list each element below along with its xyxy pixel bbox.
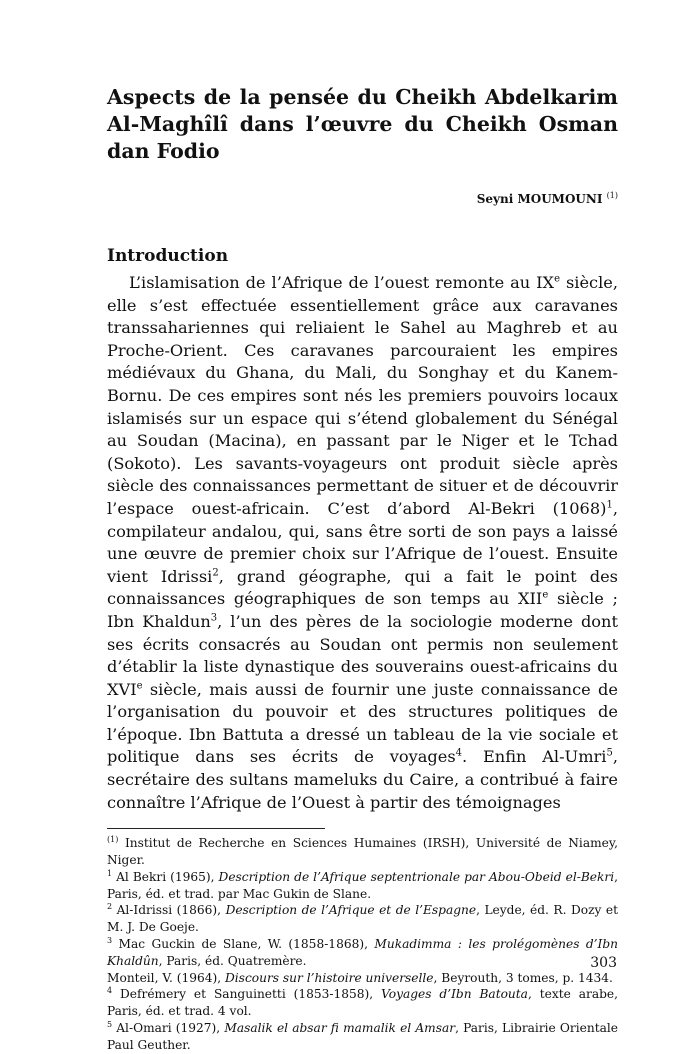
footnote: $^{(1)}$ Institut de Recherche en Sciences Humaines (IRSH), Université de Niamey, Niger. bbox=[107, 835, 618, 868]
superscript: e bbox=[554, 273, 560, 285]
body-text: , compilateur andalou, qui, sans être sorti de son pays a laissé une œuvre de premier choix sur l’Afrique de l’ouest. Ensuite vient Idrissi bbox=[107, 498, 618, 586]
footnote: $^1$ Al Bekri (1965), Description de l’Afrique septentrionale par Abou-Obeid el-Bekri, Paris, éd. et trad. par Mac Gukin de Slane. bbox=[107, 868, 618, 901]
page-number: 303 bbox=[590, 955, 617, 971]
body-text: siècle, elle s’est effectuée essentiellement grâce aux caravanes transsahariennes qui reliaient le Sahel au Maghreb et au Proche-Orient. Ces caravanes parcouraient les empires médiévaux du Ghana, du Mali, du Songhay et du Kanem-Bornu. De ces empires sont nés les premiers pouvoirs locaux islamisés sur un espace qui s’étend globalement du Sénégal au Soudan (Macina), en passant par le Niger et le Tchad (Sokoto). Les savants-voyageurs ont produit siècle après siècle des connaissances permettant de situer et de découvrir l’espace ouest-africain. C’est d’abord Al-Bekri (1068) bbox=[107, 273, 618, 518]
section-heading: Introduction bbox=[107, 246, 229, 266]
footnotes bbox=[107, 835, 618, 1053]
article-page bbox=[107, 84, 618, 1054]
footnote: $^5$ Al-Omari (1927), Masalik el absar fi mamalik el Amsar, Paris, Librairie Orientale Paul Geuther. bbox=[107, 1019, 618, 1052]
body-text: L’islamisation de l’Afrique de l’ouest remonte au IX bbox=[129, 273, 555, 292]
body-paragraph bbox=[107, 272, 618, 814]
footnote-ref: 2 bbox=[212, 567, 219, 579]
article-title: Aspects de la pensée du Cheikh Abdelkarim Al-Maghîlî dans l’œuvre du Cheikh Osman dan Fodio bbox=[107, 85, 618, 163]
footnote: $^4$ Defrémery et Sanguinetti (1853-1858), Voyages d’Ibn Batouta, texte arabe, Paris, éd. et trad. 4 vol. bbox=[107, 986, 618, 1019]
footnote-ref: 3 bbox=[210, 612, 218, 624]
footnote-ref: 4 bbox=[455, 748, 463, 760]
footnote-ref: 1 bbox=[606, 499, 613, 511]
body-text: siècle, mais aussi de fournir une juste connaissance de l’organisation du pouvoir et des structures politiques de l’époque. Ibn Battuta a dressé un tableau de la vie sociale et politique dans ses écrits de voyages bbox=[107, 679, 618, 767]
body-text: , grand géographe, qui a fait le point des connaissances géographiques de son temps au XII bbox=[107, 566, 618, 609]
superscript: e bbox=[136, 680, 143, 692]
footnote-ref: 5 bbox=[606, 748, 613, 760]
author-name: Seyni MOUMOUNI bbox=[476, 192, 603, 206]
superscript: e bbox=[542, 589, 549, 601]
footnote: $^3$ Mac Guckin de Slane, W. (1858-1868), Mukadimma : les prolégomènes d’Ibn Khaldûn, Paris, éd. Quatremère. bbox=[107, 935, 619, 968]
body-text: , l’un des pères de la sociologie moderne dont ses écrits consacrés au Soudan ont permis non seulement d’établir la liste dynastique des souverains ouest-africains du XVI bbox=[107, 611, 618, 699]
author-footnote-mark: (1) bbox=[606, 191, 618, 200]
body-text: . Enfin Al-Umri bbox=[462, 747, 607, 767]
footnote-divider bbox=[107, 828, 325, 829]
footnote: $^2$ Al-Idrissi (1866), Description de l’Afrique et de l’Espagne, Leyde, éd. R. Dozy et M. J. De Goeje. bbox=[107, 902, 618, 935]
author-line bbox=[107, 191, 618, 206]
footnote: Monteil, V. (1964), Discours sur l’histoire universelle, Beyrouth, 3 tomes, p. 1434. bbox=[107, 970, 613, 985]
body-text: , secrétaire des sultans mameluks du Caire, a contribué à faire connaître l’Afrique de l’Ouest à partir des témoignages bbox=[107, 747, 618, 812]
body-text: siècle ; Ibn Khaldun bbox=[107, 589, 618, 631]
